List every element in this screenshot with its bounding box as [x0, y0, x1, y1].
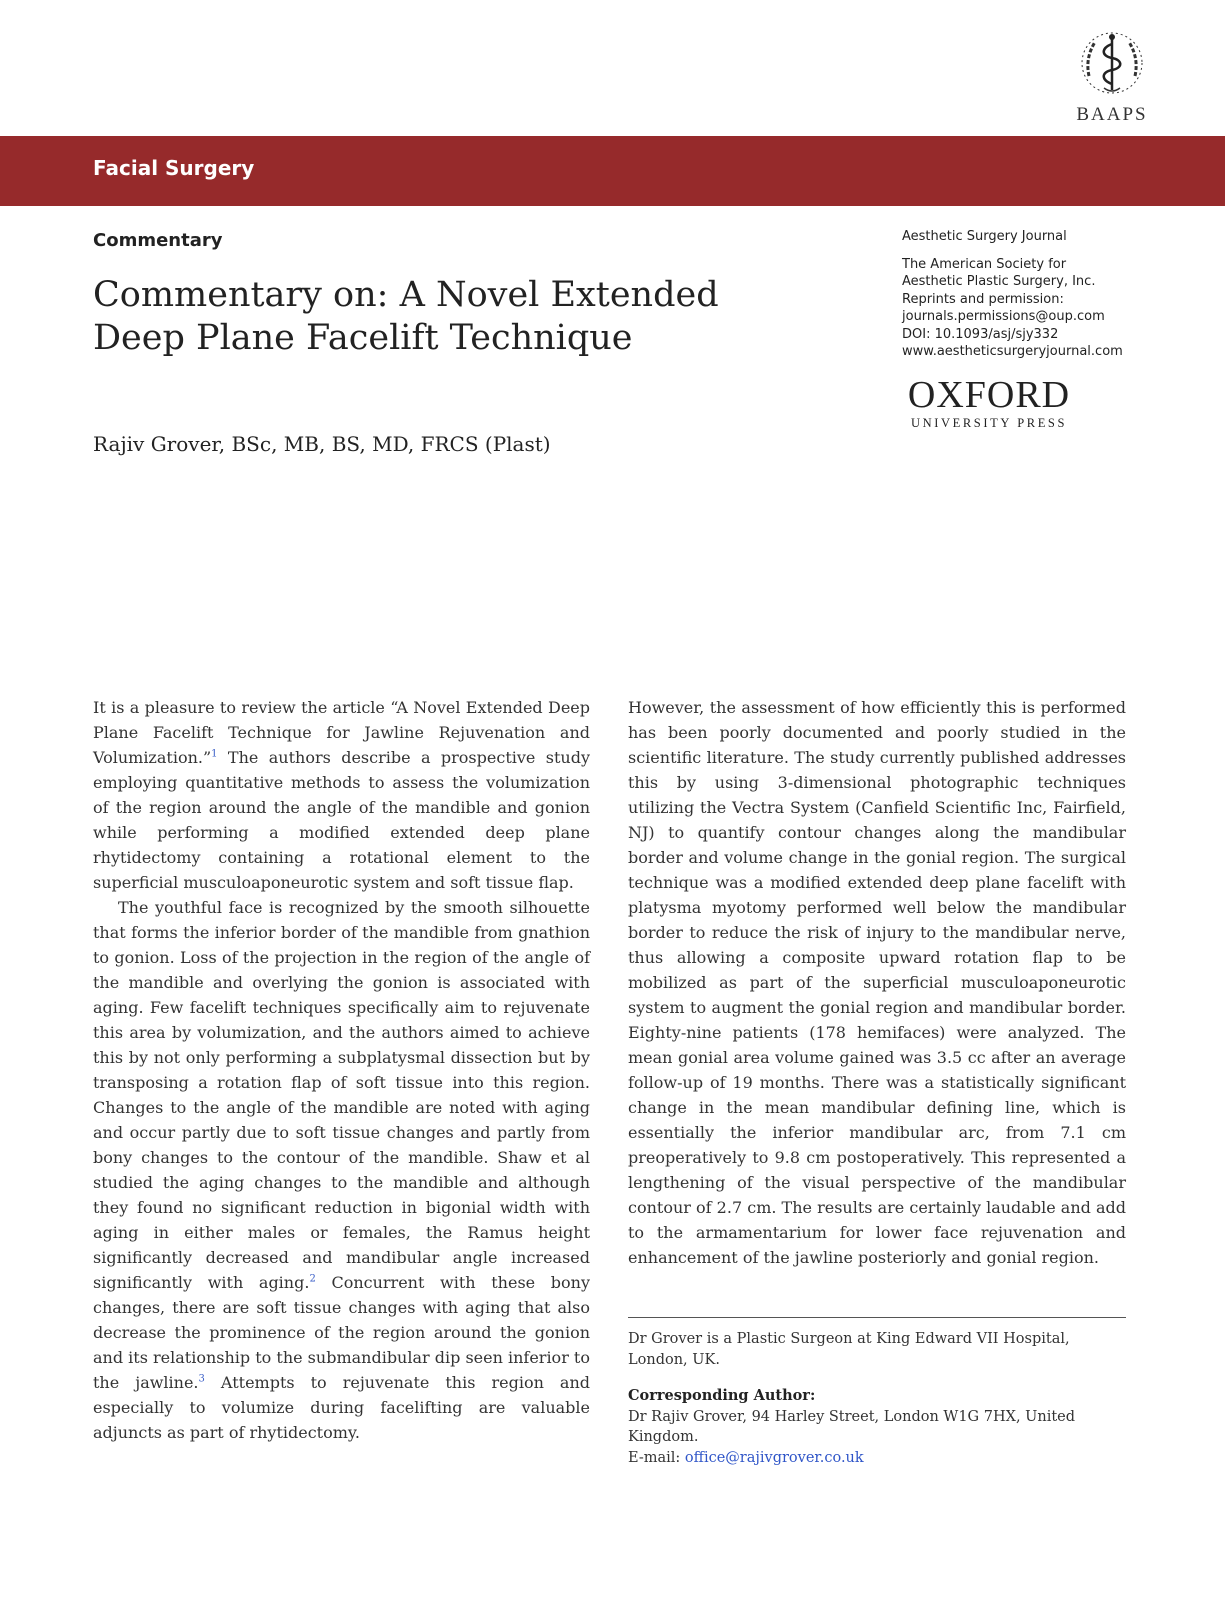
- baaps-emblem-icon: [1077, 28, 1147, 98]
- author-line: Rajiv Grover, BSc, MB, BS, MD, FRCS (Plast): [93, 432, 551, 456]
- reference-link-1[interactable]: 1: [211, 748, 218, 760]
- oxford-logo-main: OXFORD: [907, 374, 1071, 416]
- paragraph-1-text-b: The authors describe a prospective study employing quantitative methods to assess the volumization of the region around the angle of the mandible and gonion while performing a modified extended deep plane rhytidectomy containing a rotational element to the superficial musculoaponeurotic system and soft tissue flap.: [93, 748, 590, 892]
- paragraph-2-text-b: Concurrent with these bony changes, there are soft tissue changes with aging that also decrease the prominence of the region around the gonion and its relationship to the submandibular dip seen inferior to the jawline.: [93, 1273, 590, 1392]
- footnote-divider: [628, 1317, 1126, 1318]
- reprints-label: Reprints and permission:: [902, 291, 1064, 307]
- paragraph-3: However, the assessment of how efficiently this is performed has been poorly documented and poorly studied in the scientific literature. The study currently published addresses this by using 3-dimensional photographic techniques utilizing the Vectra System (Canfield Scientific Inc, Fairfield, NJ) to quantify contour changes along the mandibular border and volume change in the gonial region. The surgical technique was a modified extended deep plane facelift with platysma myotomy performed well below the mandibular border to reduce the risk of injury to the mandibular nerve, thus allowing a composite upward rotation flap to be mobilized as part of the superficial musculoaponeurotic system to augment the gonial region and mandibular border. Eighty-nine patients (178 hemifaces) were analyzed. The mean gonial area volume gained was 3.5 cc after an average follow-up of 19 months. There was a statistically significant change in the mean mandibular defining line, which is essentially the inferior mandibular arc, from 7.1 cm preoperatively to 9.8 cm postoperatively. This represented a lengthening of the visual perspective of the mandibular contour of 2.7 cm. The results are certainly laudable and add to the armamentarium for lower face rejuvenation and enhancement of the jawline posteriorly and gonial region.: [628, 698, 1126, 1267]
- society-line2: Aesthetic Plastic Surgery, Inc.: [902, 274, 1096, 289]
- email-link[interactable]: office@rajivgrover.co.uk: [684, 1449, 864, 1466]
- email-label: E-mail:: [628, 1449, 685, 1466]
- journal-info: [902, 228, 1202, 361]
- paragraph-2-text-c: Attempts to rejuvenate this region and especially to volumize during facelifting are valuable adjuncts as part of rhytidectomy.: [93, 1373, 591, 1442]
- doi[interactable]: DOI: 10.1093/asj/sjy332: [902, 326, 1059, 342]
- article-type: Commentary: [93, 230, 223, 251]
- corresponding-author: [628, 1386, 1126, 1468]
- paragraph-1: [93, 695, 590, 895]
- author-affiliation: Dr Grover is a Plastic Surgeon at King Edward VII Hospital, London, UK.: [628, 1331, 1070, 1368]
- section-label: Facial Surgery: [93, 156, 255, 180]
- corresponding-address: Dr Rajiv Grover, 94 Harley Street, London W1G 7HX, United Kingdom.: [628, 1408, 1076, 1445]
- permissions-email[interactable]: journals.permissions@oup.com: [902, 309, 1105, 324]
- paragraph-2: [93, 895, 590, 1445]
- baaps-logo-text: BAAPS: [1076, 104, 1148, 125]
- article-title-line1: Commentary on: A Novel Extended: [93, 275, 719, 315]
- body-column-left: [93, 695, 590, 1445]
- article-title-line2: Deep Plane Facelift Technique: [93, 318, 633, 358]
- baaps-logo: [1057, 28, 1167, 126]
- reference-link-2[interactable]: 2: [309, 1273, 316, 1285]
- article-title: [93, 274, 733, 360]
- journal-name: Aesthetic Surgery Journal: [902, 229, 1067, 244]
- section-banner: [0, 136, 1225, 206]
- paragraph-2-text-a: The youthful face is recognized by the smooth silhouette that forms the inferior border of the mandible from gnathion to gonion. Loss of the projection in the region of the angle of the mandible and overlying the gonion is associated with aging. Few facelift techniques specifically aim to rejuvenate this area by volumization, and the authors aimed to achieve this by not only performing a subplatysmal dissection but by transposing a rotation flap of soft tissue into this region. Changes to the angle of the mandible are noted with aging and occur partly due to soft tissue changes and partly from bony changes to the contour of the mandible. Shaw et al studied the aging changes to the mandible and although they found no significant reduction in bigonial width with aging in either males or females, the Ramus height significantly decreased and mandibular angle increased significantly with aging.: [93, 898, 590, 1292]
- body-column-right: [628, 695, 1126, 1270]
- oxford-logo: [898, 376, 1080, 431]
- corresponding-heading: Corresponding Author:: [628, 1387, 816, 1404]
- oxford-logo-sub: UNIVERSITY PRESS: [910, 416, 1068, 430]
- reference-link-3[interactable]: 3: [198, 1373, 205, 1385]
- corresponding-email-line: [628, 1448, 1126, 1469]
- journal-website[interactable]: www.aestheticsurgeryjournal.com: [902, 344, 1123, 359]
- paragraph-1-text-a: It is a pleasure to review the article “A Novel Extended Deep Plane Facelift Technique for Jawline Rejuvenation and Volumization.”: [93, 698, 590, 767]
- society-line1: The American Society for: [902, 256, 1067, 272]
